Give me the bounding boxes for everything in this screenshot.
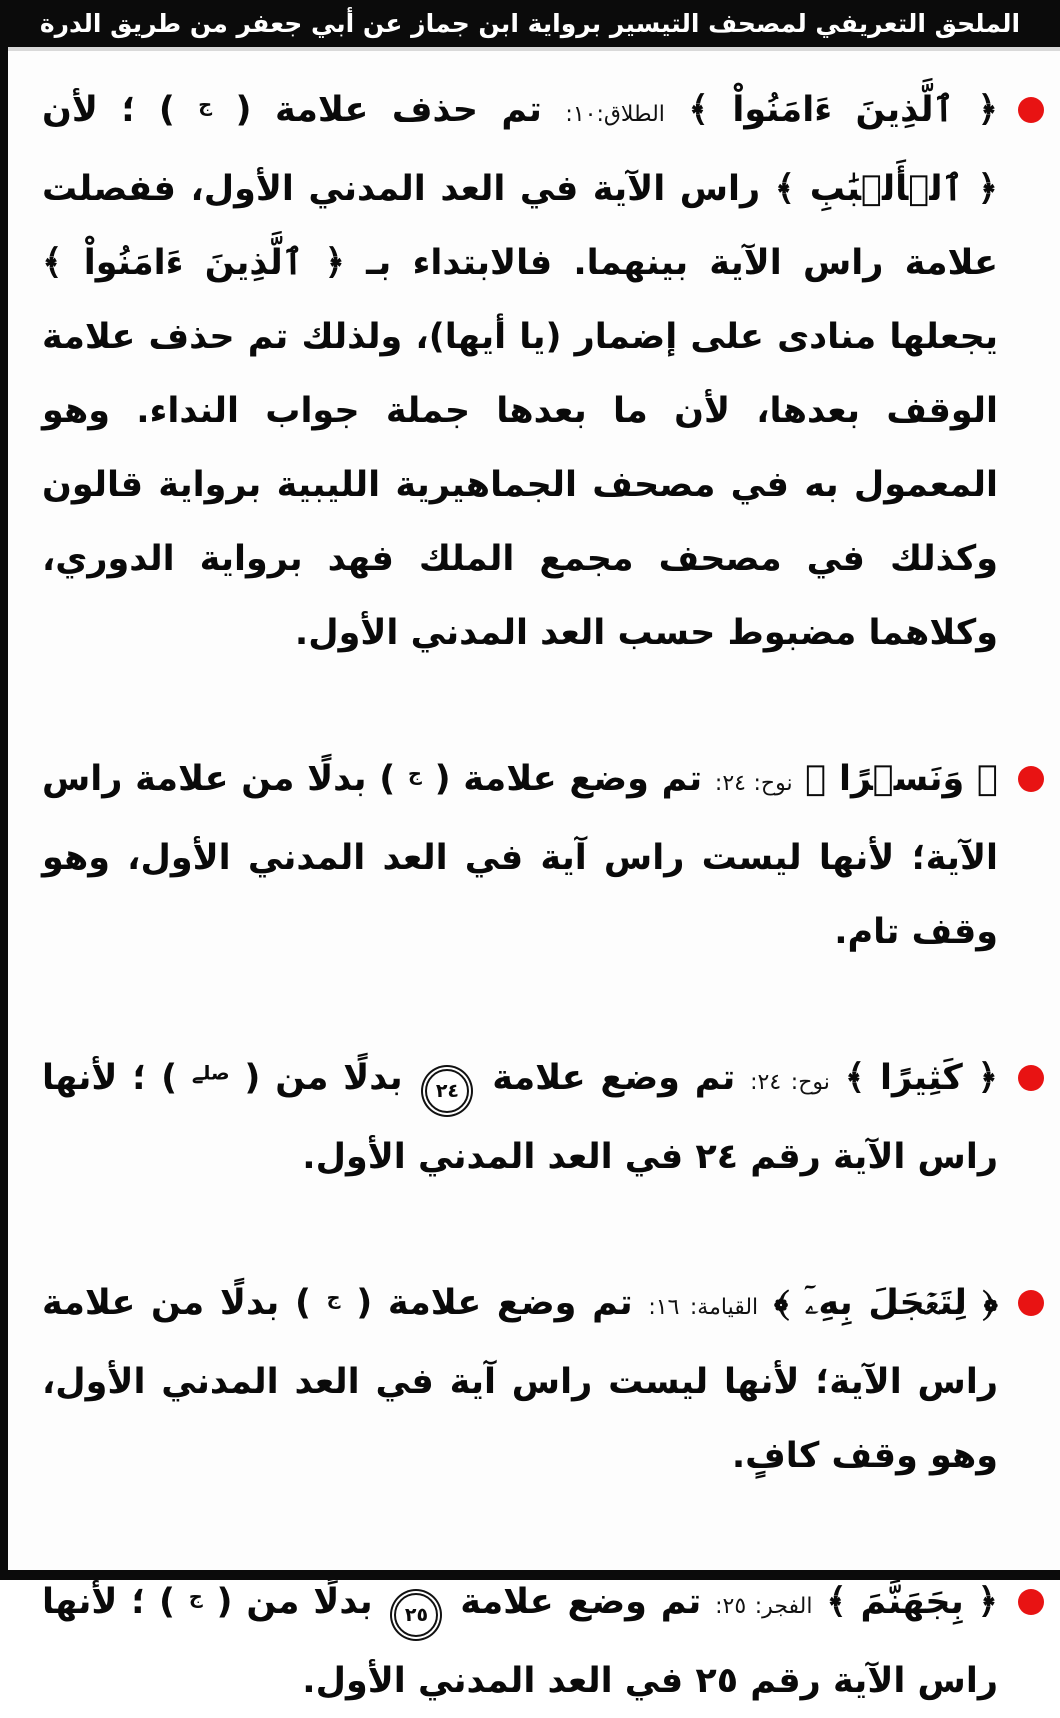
- surah-ref: نوح: ٢٤:: [750, 1070, 830, 1095]
- body-text: تم وضع علامة: [463, 759, 703, 799]
- bullet-item: [42, 1266, 998, 1493]
- bullet-marker-icon: [1018, 1065, 1044, 1091]
- bullet-item: [42, 1041, 998, 1194]
- surah-ref: الفجر: ٢٥:: [715, 1594, 813, 1619]
- body-text: بدلًا من علامة راس الآية؛ لأنها ليست راس آية في العد المدني الأول، وهو وقف تام.: [42, 759, 998, 952]
- waqf-mark: ( ج ): [379, 759, 450, 799]
- bullet-list: [42, 73, 998, 1718]
- bottom-edge-bar: [0, 1570, 1060, 1580]
- bullet-marker-icon: [1018, 1589, 1044, 1615]
- body-text: يجعلها منادى على إضمار (يا أيها)، ولذلك تم حذف علامة الوقف بعدها، لأن ما بعدها جملة جواب النداء. وهو المعمول به في مصحف الجماهيرية الليبية برواية قالون وكذلك في مصحف مجمع الملك فهد برواية الدوري، وكلاهما مضبوط حسب العد المدني الأول.: [42, 317, 998, 653]
- quran-quote: ﴿ لِتَعۡجَلَ بِهِۦٓ ﴾: [773, 1283, 999, 1323]
- quran-quote: ﴿ وَنَسۡرًا ﴾: [805, 759, 999, 799]
- body-text: بدلًا من: [246, 1582, 373, 1622]
- paragraph: [42, 1565, 998, 1718]
- surah-ref: القيامة: ١٦:: [648, 1295, 759, 1320]
- body-text: تم وضع علامة: [387, 1283, 633, 1323]
- body-text: ؛ لأنها راس الآية رقم ٢٤ في العد المدني الأول.: [42, 1058, 998, 1177]
- body-text: ؛ لأن: [42, 90, 136, 130]
- waqf-mark-glyph: ج: [188, 1585, 203, 1609]
- body-text: تم وضع علامة: [492, 1058, 736, 1098]
- bullet-marker-icon: [1018, 97, 1044, 123]
- paragraph: [42, 1041, 998, 1194]
- bullet-item: [42, 1565, 998, 1718]
- body-text: بدلًا من: [275, 1058, 403, 1098]
- waqf-mark: ( ج ): [159, 90, 252, 130]
- surah-ref: الطلاق:١٠:: [565, 102, 665, 127]
- waqf-mark-glyph: صلے: [191, 1061, 230, 1085]
- body-text: راس الآية في العد المدني الأول، ففصلت علامة راس الآية بينهما. فالابتداء بـ: [42, 169, 998, 283]
- header-bar: [0, 0, 1060, 47]
- body-text: تم وضع علامة: [460, 1582, 702, 1622]
- quran-quote: ﴿ ٱلَّذِينَ ءَامَنُواْ ﴾: [688, 90, 998, 130]
- quran-quote: ﴿ بِجَهَنَّمَ ﴾: [826, 1582, 999, 1622]
- quran-quote: ﴿ كَثِيرًا ﴾: [844, 1058, 999, 1098]
- waqf-mark-glyph: ج: [198, 93, 213, 117]
- content: [0, 51, 1060, 1718]
- ayah-number-badge: ٢٤: [425, 1069, 469, 1113]
- waqf-mark: ( صلے ): [161, 1058, 260, 1098]
- paragraph: [42, 73, 998, 670]
- body-text: ؛ لأنها راس الآية رقم ٢٥ في العد المدني الأول.: [42, 1582, 998, 1701]
- bullet-item: [42, 73, 998, 670]
- bullet-marker-icon: [1018, 1290, 1044, 1316]
- body-text: تم حذف علامة: [275, 90, 542, 130]
- ayah-number-badge: ٢٥: [394, 1593, 438, 1637]
- waqf-mark: ( ج ): [295, 1283, 372, 1323]
- waqf-mark: ( ج ): [159, 1582, 232, 1622]
- waqf-mark-glyph: ج: [326, 1286, 341, 1310]
- quran-quote: ﴿ ٱلَّذِينَ ءَامَنُواْ ﴾: [42, 243, 345, 283]
- paragraph: [42, 742, 998, 969]
- body-text: بدلًا من علامة راس الآية؛ لأنها ليست راس آية في العد المدني الأول، وهو وقف كافٍ.: [42, 1283, 998, 1476]
- quran-quote: ﴿ ٱلۡأَلۡبَٰبِ ﴾: [774, 169, 998, 209]
- bullet-marker-icon: [1018, 766, 1044, 792]
- page-title: الملحق التعريفي لمصحف التيسير برواية ابن جماز عن أبي جعفر من طريق الدرة: [39, 9, 1021, 38]
- surah-ref: نوح: ٢٤:: [714, 771, 793, 796]
- waqf-mark-glyph: ج: [407, 762, 422, 786]
- paragraph: [42, 1266, 998, 1493]
- right-edge-bar: [0, 0, 8, 1580]
- bullet-item: [42, 742, 998, 969]
